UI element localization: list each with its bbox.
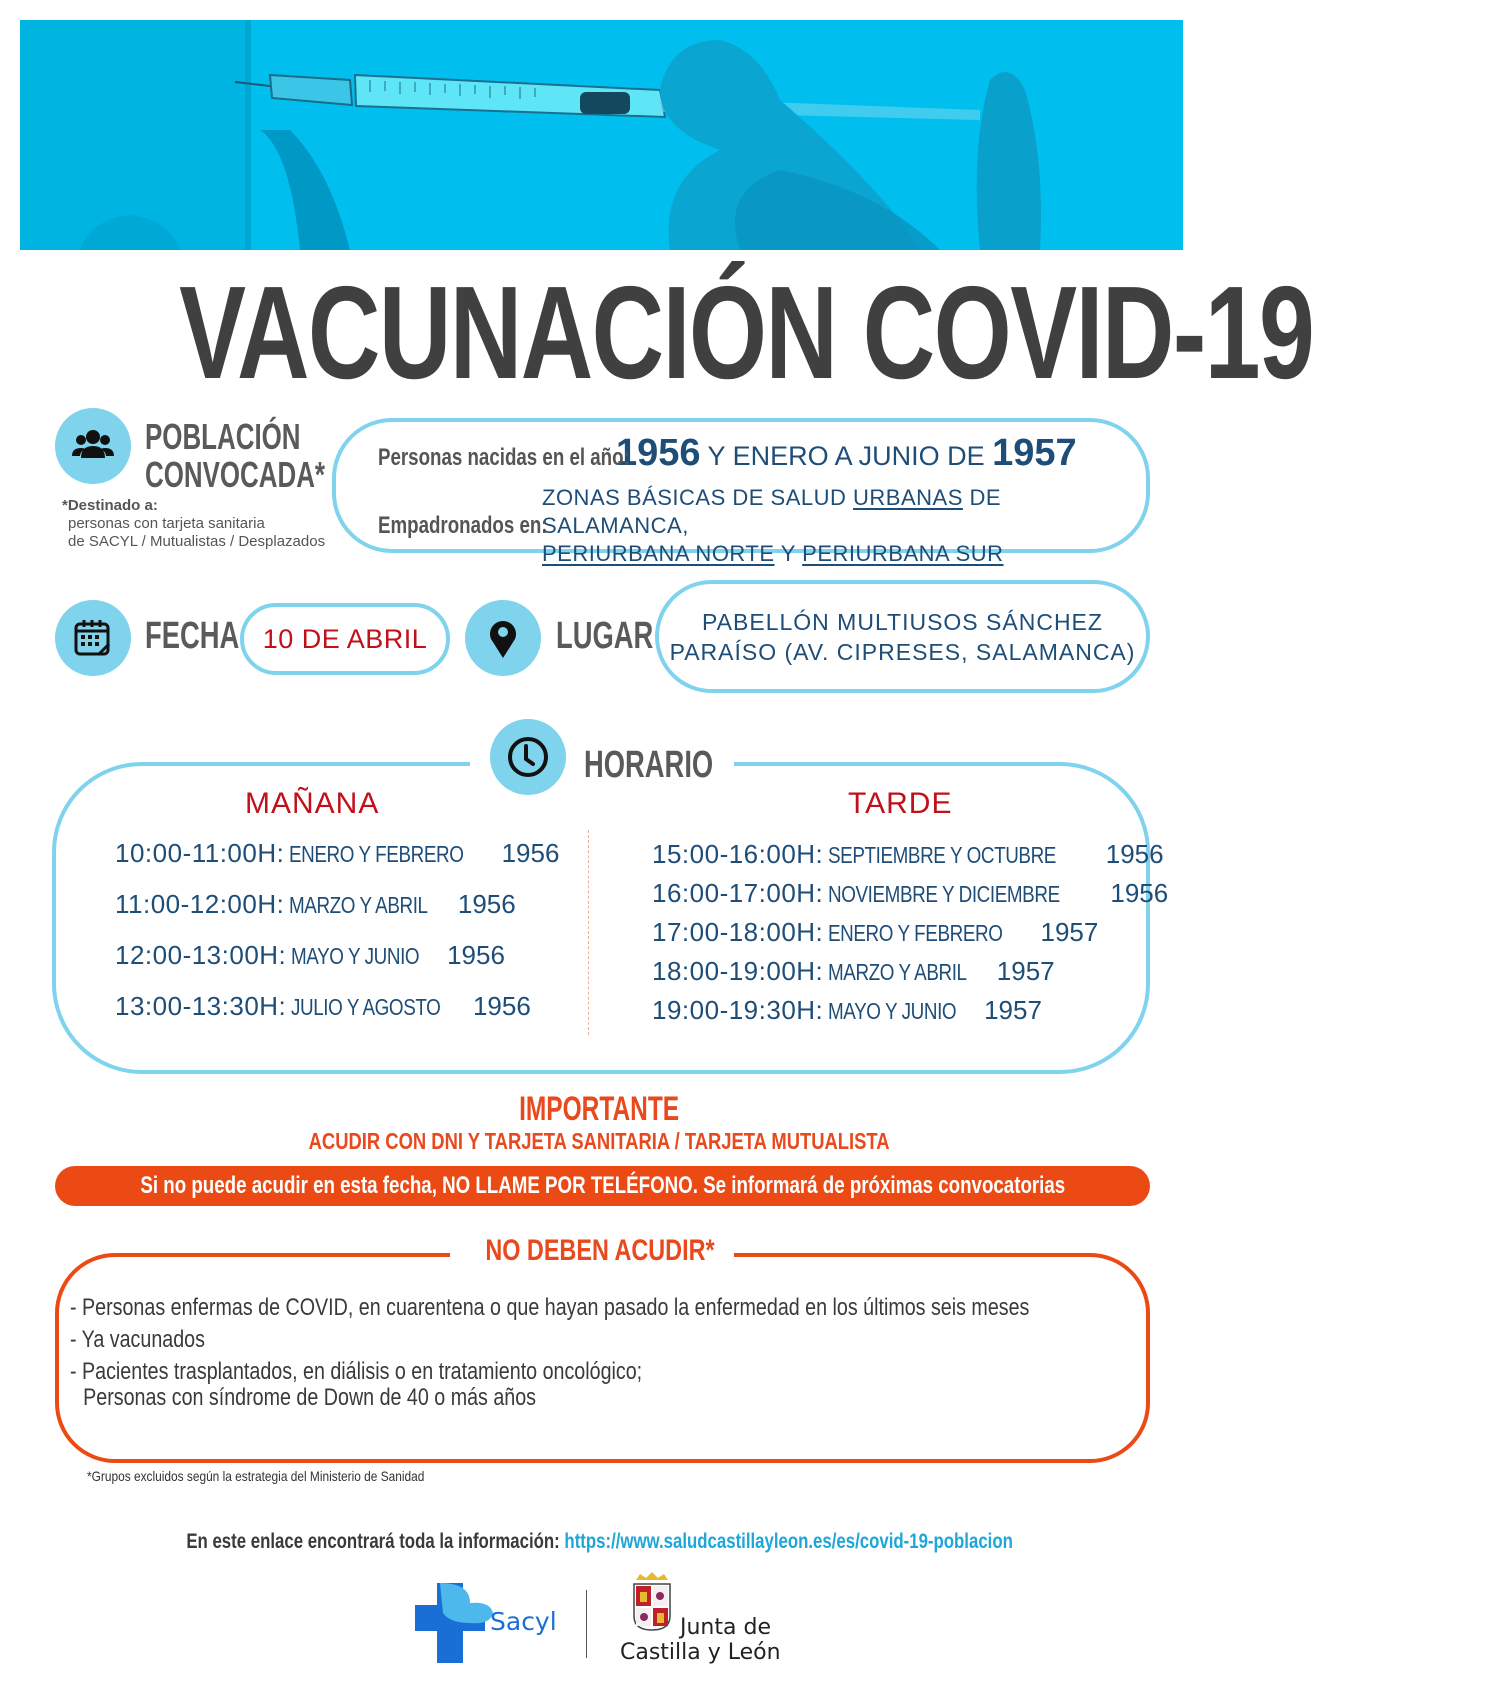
info-label: En este enlace encontrará toda la información: xyxy=(186,1530,565,1553)
horario-label: HORARIO xyxy=(584,744,714,786)
lugar-label: LUGAR xyxy=(556,615,654,657)
lugar-line1: PABELLÓN MULTIUSOS SÁNCHEZ xyxy=(702,608,1103,635)
zones-text xyxy=(542,484,1146,568)
manana-title: MAÑANA xyxy=(245,787,380,820)
lugar-line2: PARAÍSO (AV. CIPRESES, SALAMANCA) xyxy=(669,638,1136,665)
nacidas-label: Personas nacidas en el año: xyxy=(378,444,630,471)
alert-banner xyxy=(55,1166,1150,1206)
lugar-value xyxy=(670,607,1136,667)
syringe-illustration xyxy=(20,20,1183,250)
hero-vaccine-image xyxy=(20,20,1183,250)
nacidas-middle: Y ENERO A JUNIO DE xyxy=(700,441,993,471)
slot-time: 13:00-13:30H: xyxy=(115,991,287,1021)
poblacion-label xyxy=(145,418,325,494)
slot-months: NOVIEMBRE Y DICIEMBRE xyxy=(827,881,1060,907)
slot-time: 15:00-16:00H: xyxy=(652,839,824,869)
alert-text: Si no puede acudir en esta fecha, NO LLAME POR TELÉFONO. Se informará de próximas convocatorias xyxy=(140,1172,1065,1199)
slot-year: 1956 xyxy=(1110,878,1169,908)
fecha-label: FECHA xyxy=(145,615,240,657)
tarde-slot xyxy=(652,995,1042,1026)
page-title-text: VACUNACIÓN COVID-19 xyxy=(179,259,1314,406)
slot-time: 12:00-13:00H: xyxy=(115,940,287,970)
year-1956: 1956 xyxy=(616,432,701,474)
empadronados-label: Empadronados en: xyxy=(378,512,548,539)
logo-divider xyxy=(586,1590,587,1658)
zones-urbanas: URBANAS xyxy=(853,485,963,510)
calendar-icon xyxy=(55,600,131,676)
destinado-note xyxy=(62,497,325,551)
slot-time: 16:00-17:00H: xyxy=(652,878,824,908)
junta-logo-line2: Castilla y León xyxy=(620,1640,781,1665)
lugar-value-box xyxy=(655,580,1150,693)
slot-time: 19:00-19:30H: xyxy=(652,995,824,1025)
slot-year: 1956 xyxy=(457,889,516,919)
slot-year: 1956 xyxy=(501,838,560,868)
poblacion-label-line1: POBLACIÓN xyxy=(145,416,301,457)
destinado-line2: de SACYL / Mutualistas / Desplazados xyxy=(68,533,326,550)
poblacion-details-box xyxy=(332,418,1150,566)
slot-months: ENERO Y FEBRERO xyxy=(288,841,464,867)
destinado-line1: personas con tarjeta sanitaria xyxy=(68,515,265,532)
info-line xyxy=(0,1530,1199,1554)
tarde-slot xyxy=(652,917,1098,948)
slot-months: MARZO Y ABRIL xyxy=(288,892,428,918)
list-item: Personas con síndrome de Down de 40 o más años xyxy=(83,1384,537,1411)
no-deben-title-text: NO DEBEN ACUDIR* xyxy=(484,1234,715,1267)
tarde-title: TARDE xyxy=(848,787,953,820)
nacidas-row xyxy=(378,432,1077,475)
zones-part1: ZONAS BÁSICAS DE SALUD xyxy=(542,485,854,510)
importante-subtitle xyxy=(0,1128,1199,1155)
tarde-slot xyxy=(652,878,1168,909)
list-item: - Ya vacunados xyxy=(70,1326,205,1353)
manana-slot xyxy=(115,940,505,971)
slot-months: ENERO Y FEBRERO xyxy=(827,920,1003,946)
page-title xyxy=(0,259,1314,406)
sacyl-logo-text: Sacyl xyxy=(490,1607,557,1636)
importante-subtitle-text: ACUDIR CON DNI Y TARJETA SANITARIA / TARJETA MUTUALISTA xyxy=(309,1128,890,1154)
castilla-leon-shield-icon xyxy=(630,1572,674,1632)
clock-icon xyxy=(490,719,566,795)
manana-slot xyxy=(115,889,516,920)
slot-months: JULIO Y AGOSTO xyxy=(290,994,441,1020)
list-item: - Personas enfermas de COVID, en cuarentena o que hayan pasado la enfermedad en los últimos seis meses xyxy=(70,1294,1030,1321)
horario-divider xyxy=(588,830,589,1035)
slot-year: 1957 xyxy=(996,956,1055,986)
slot-year: 1956 xyxy=(447,940,505,970)
year-1957: 1957 xyxy=(992,432,1077,474)
manana-slot xyxy=(115,991,531,1022)
slot-time: 11:00-12:00H: xyxy=(115,889,285,919)
zones-part2: DE SALAMANCA, xyxy=(542,485,1002,538)
empadronados-row xyxy=(378,484,1146,568)
slot-year: 1957 xyxy=(984,995,1042,1025)
importante-title-text: IMPORTANTE xyxy=(519,1090,680,1128)
slot-months: MARZO Y ABRIL xyxy=(827,959,967,985)
manana-slot xyxy=(115,838,559,869)
location-pin-icon xyxy=(465,600,541,676)
fecha-value: 10 DE ABRIL xyxy=(262,623,428,654)
slot-time: 10:00-11:00H: xyxy=(115,838,285,868)
no-deben-title xyxy=(0,1234,1199,1268)
zones-y: Y xyxy=(774,541,803,566)
importante-title xyxy=(0,1090,1199,1129)
slot-months: MAYO Y JUNIO xyxy=(827,998,956,1024)
no-deben-list xyxy=(70,1292,1240,1414)
slot-months: SEPTIEMBRE Y OCTUBRE xyxy=(827,842,1056,868)
slot-time: 17:00-18:00H: xyxy=(652,917,824,947)
tarde-slot xyxy=(652,839,1164,870)
footnote: *Grupos excluidos según la estrategia del Ministerio de Sanidad xyxy=(87,1468,425,1484)
slot-year: 1956 xyxy=(1105,839,1164,869)
slot-year: 1957 xyxy=(1040,917,1099,947)
junta-logo-line1: Junta de xyxy=(680,1615,771,1640)
slot-months: MAYO Y JUNIO xyxy=(290,943,419,969)
zones-norte: PERIURBANA NORTE xyxy=(542,541,775,566)
people-group-icon xyxy=(55,408,131,484)
tarde-slot xyxy=(652,956,1055,987)
slot-year: 1956 xyxy=(472,991,531,1021)
list-item: - Pacientes trasplantados, en diálisis o en tratamiento oncológico; xyxy=(70,1358,643,1385)
poblacion-label-line2: CONVOCADA* xyxy=(145,454,326,495)
info-link[interactable]: https://www.saludcastillayleon.es/es/covid-19-poblacion xyxy=(564,1530,1013,1553)
zones-sur: PERIURBANA SUR xyxy=(802,541,1004,566)
destinado-head: *Destinado a: xyxy=(62,497,158,514)
slot-time: 18:00-19:00H: xyxy=(652,956,824,986)
fecha-value-box xyxy=(240,603,450,675)
